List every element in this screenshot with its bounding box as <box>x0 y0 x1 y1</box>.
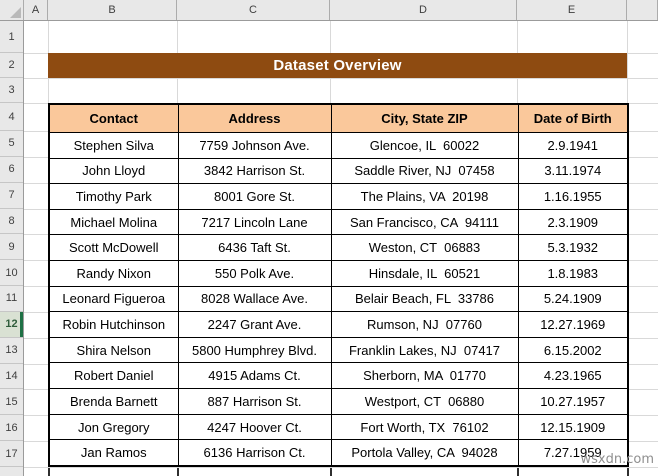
cell-contact[interactable]: Timothy Park <box>49 184 178 210</box>
cell-address[interactable]: 8001 Gore St. <box>178 184 331 210</box>
row-header-17[interactable]: 17 <box>0 441 23 467</box>
row-header-16[interactable]: 16 <box>0 415 23 441</box>
cell-date-of-birth[interactable]: 10.27.1957 <box>518 389 628 415</box>
cell-city-state-zip[interactable]: Franklin Lakes, NJ 07417 <box>331 337 518 363</box>
header-cell-city-state-zip[interactable]: City, State ZIP <box>331 104 518 133</box>
row-header-5[interactable]: 5 <box>0 131 23 157</box>
cell-date-of-birth[interactable]: 5.3.1932 <box>518 235 628 261</box>
column-header-E[interactable]: E <box>517 0 627 20</box>
cell-address[interactable]: 4915 Adams Ct. <box>178 363 331 389</box>
cell-city-state-zip[interactable]: Hinsdale, IL 60521 <box>331 261 518 287</box>
cell-city-state-zip[interactable]: Belair Beach, FL 33786 <box>331 286 518 312</box>
header-cell-date-of-birth[interactable]: Date of Birth <box>518 104 628 133</box>
cell-contact[interactable]: Shira Nelson <box>49 337 178 363</box>
cell-address[interactable]: 2247 Grant Ave. <box>178 312 331 338</box>
dataset-table <box>48 103 629 467</box>
table-row <box>49 414 628 440</box>
cell-address[interactable]: 6136 Harrison Ct. <box>178 440 331 466</box>
row-header-15[interactable]: 15 <box>0 389 23 415</box>
table-row <box>49 337 628 363</box>
table-row <box>49 235 628 261</box>
table-header-row <box>49 104 628 133</box>
cell-date-of-birth[interactable]: 2.9.1941 <box>518 133 628 159</box>
cell-date-of-birth[interactable]: 1.16.1955 <box>518 184 628 210</box>
cell-contact[interactable]: John Lloyd <box>49 158 178 184</box>
row-header-strip <box>0 21 24 476</box>
row-header-3[interactable]: 3 <box>0 78 23 103</box>
row-header-12[interactable]: 12 <box>0 312 23 338</box>
cell-date-of-birth[interactable]: 12.15.1909 <box>518 414 628 440</box>
cell-contact[interactable]: Randy Nixon <box>49 261 178 287</box>
row-header-14[interactable]: 14 <box>0 364 23 390</box>
cell-address[interactable]: 7759 Johnson Ave. <box>178 133 331 159</box>
column-header-partial[interactable] <box>627 0 658 20</box>
cell-contact[interactable]: Leonard Figueroa <box>49 286 178 312</box>
cell-contact[interactable]: Scott McDowell <box>49 235 178 261</box>
cell-address[interactable]: 7217 Lincoln Lane <box>178 209 331 235</box>
cell-contact[interactable]: Robin Hutchinson <box>49 312 178 338</box>
cell-city-state-zip[interactable]: The Plains, VA 20198 <box>331 184 518 210</box>
cell-date-of-birth[interactable]: 4.23.1965 <box>518 363 628 389</box>
table-row <box>49 133 628 159</box>
table-border-stub <box>48 468 50 476</box>
table-border-stub <box>517 468 519 476</box>
cell-address[interactable]: 887 Harrison St. <box>178 389 331 415</box>
cell-contact[interactable]: Brenda Barnett <box>49 389 178 415</box>
cell-city-state-zip[interactable]: Fort Worth, TX 76102 <box>331 414 518 440</box>
column-header-A[interactable]: A <box>24 0 48 20</box>
table-row <box>49 312 628 338</box>
cell-city-state-zip[interactable]: Rumson, NJ 07760 <box>331 312 518 338</box>
cell-address[interactable]: 8028 Wallace Ave. <box>178 286 331 312</box>
table-row <box>49 363 628 389</box>
table-row <box>49 389 628 415</box>
cell-date-of-birth[interactable]: 2.3.1909 <box>518 209 628 235</box>
column-header-D[interactable]: D <box>330 0 517 20</box>
row-header-13[interactable]: 13 <box>0 338 23 364</box>
table-row <box>49 158 628 184</box>
cell-contact[interactable]: Michael Molina <box>49 209 178 235</box>
page-title: Dataset Overview <box>273 57 402 74</box>
cell-city-state-zip[interactable]: San Francisco, CA 94111 <box>331 209 518 235</box>
cell-contact[interactable]: Jon Gregory <box>49 414 178 440</box>
row-header-7[interactable]: 7 <box>0 183 23 209</box>
cell-contact[interactable]: Stephen Silva <box>49 133 178 159</box>
row-header-10[interactable]: 10 <box>0 260 23 286</box>
cell-address[interactable]: 3842 Harrison St. <box>178 158 331 184</box>
table-row <box>49 261 628 287</box>
cell-date-of-birth[interactable]: 6.15.2002 <box>518 337 628 363</box>
cell-city-state-zip[interactable]: Glencoe, IL 60022 <box>331 133 518 159</box>
cell-date-of-birth[interactable]: 3.11.1974 <box>518 158 628 184</box>
cell-address[interactable]: 6436 Taft St. <box>178 235 331 261</box>
cell-date-of-birth[interactable]: 7.27.1959 <box>518 440 628 466</box>
cell-date-of-birth[interactable]: 12.27.1969 <box>518 312 628 338</box>
title-banner-cell[interactable] <box>48 53 627 78</box>
column-header-C[interactable]: C <box>177 0 330 20</box>
column-header-B[interactable]: B <box>48 0 177 20</box>
cell-date-of-birth[interactable]: 5.24.1909 <box>518 286 628 312</box>
table-row <box>49 184 628 210</box>
table-border-stub <box>627 468 629 476</box>
cell-city-state-zip[interactable]: Portola Valley, CA 94028 <box>331 440 518 466</box>
row-header-2[interactable]: 2 <box>0 53 23 78</box>
cell-contact[interactable]: Robert Daniel <box>49 363 178 389</box>
column-header-strip <box>0 0 658 21</box>
cell-contact[interactable]: Jan Ramos <box>49 440 178 466</box>
row-header-8[interactable]: 8 <box>0 209 23 235</box>
header-cell-address[interactable]: Address <box>178 104 331 133</box>
cell-city-state-zip[interactable]: Westport, CT 06880 <box>331 389 518 415</box>
cell-address[interactable]: 4247 Hoover Ct. <box>178 414 331 440</box>
table-border-stub <box>177 468 179 476</box>
table-row <box>49 440 628 466</box>
select-all-button[interactable] <box>0 0 24 20</box>
row-header-11[interactable]: 11 <box>0 286 23 312</box>
table-row <box>49 286 628 312</box>
cell-city-state-zip[interactable]: Sherborn, MA 01770 <box>331 363 518 389</box>
cell-address[interactable]: 5800 Humphrey Blvd. <box>178 337 331 363</box>
row-header-1[interactable]: 1 <box>0 21 23 53</box>
cell-city-state-zip[interactable]: Weston, CT 06883 <box>331 235 518 261</box>
row-header-9[interactable]: 9 <box>0 234 23 260</box>
table-row <box>49 209 628 235</box>
gridline <box>24 78 658 79</box>
row-header-partial[interactable] <box>0 467 23 476</box>
select-all-triangle-icon <box>10 7 21 18</box>
cell-date-of-birth[interactable]: 1.8.1983 <box>518 261 628 287</box>
cell-city-state-zip[interactable]: Saddle River, NJ 07458 <box>331 158 518 184</box>
row-header-4[interactable]: 4 <box>0 103 23 131</box>
row-header-6[interactable]: 6 <box>0 157 23 183</box>
header-cell-contact[interactable]: Contact <box>49 104 178 133</box>
gridline <box>24 467 658 468</box>
watermark: wsxdn.com <box>580 452 654 467</box>
table-border-stub <box>330 468 332 476</box>
cell-address[interactable]: 550 Polk Ave. <box>178 261 331 287</box>
